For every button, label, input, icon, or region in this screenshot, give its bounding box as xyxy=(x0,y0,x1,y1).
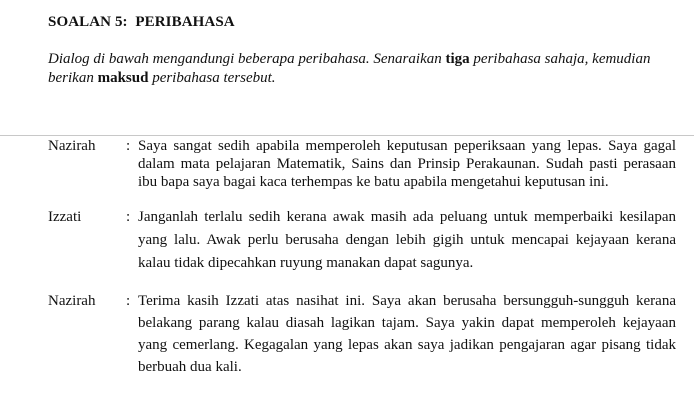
instruction-emphasis-maksud: maksud xyxy=(97,70,149,86)
instruction-text-3: peribahasa tersebut. xyxy=(148,70,276,86)
dialogue-block xyxy=(48,137,676,378)
speaker-name: Izzati xyxy=(48,209,82,225)
speaker-colon: : xyxy=(126,138,131,154)
speech-text: Janganlah terlalu sedih kerana awak masih ada peluang untuk memperbaiki kesilapan yang lalu. Awak perlu berusaha dengan lebih gigih untuk mencapai kejayaan kerana kalau tidak dipecahkan ruyung manakan dapat sagunya. xyxy=(138,209,676,271)
speaker-name: Nazirah xyxy=(48,138,96,154)
question-title: PERIBAHASA xyxy=(135,14,235,30)
instruction-text-2: peribahasa sahaja, kemudian berikan xyxy=(48,51,651,86)
divider-line xyxy=(0,135,694,136)
speaker-colon: : xyxy=(126,293,131,309)
speaker-colon: : xyxy=(126,209,131,225)
question-number: SOALAN 5: xyxy=(48,14,128,30)
dialogue-turn xyxy=(48,137,676,191)
question-instruction xyxy=(48,50,676,88)
speech-text: Saya sangat sedih apabila memperoleh keputusan peperiksaan yang lepas. Saya gagal dalam mata pelajaran Matematik, Sains dan Prinsip Perakaunan. Sudah pasti perasaan ibu bapa saya bagai kaca terhempas ke batu apabila mengetahui keputusan ini. xyxy=(138,138,676,190)
dialogue-turn xyxy=(48,206,676,275)
dialogue-turn xyxy=(48,290,676,378)
speech-text: Terima kasih Izzati atas nasihat ini. Saya akan berusaha bersungguh-sungguh kerana belakang parang kalau diasah lagikan tajam. Saya yakin dapat memperoleh kejayaan yang cemerlang. Kegagalan yang lepas akan saya jadikan pengajaran agar pisang tidak berbuah dua kali. xyxy=(138,293,676,375)
instruction-emphasis-tiga: tiga xyxy=(445,51,470,67)
instruction-text-1: Dialog di bawah mengandungi beberapa peribahasa. Senaraikan xyxy=(48,51,446,67)
speaker-name: Nazirah xyxy=(48,293,96,309)
question-heading xyxy=(48,14,235,31)
